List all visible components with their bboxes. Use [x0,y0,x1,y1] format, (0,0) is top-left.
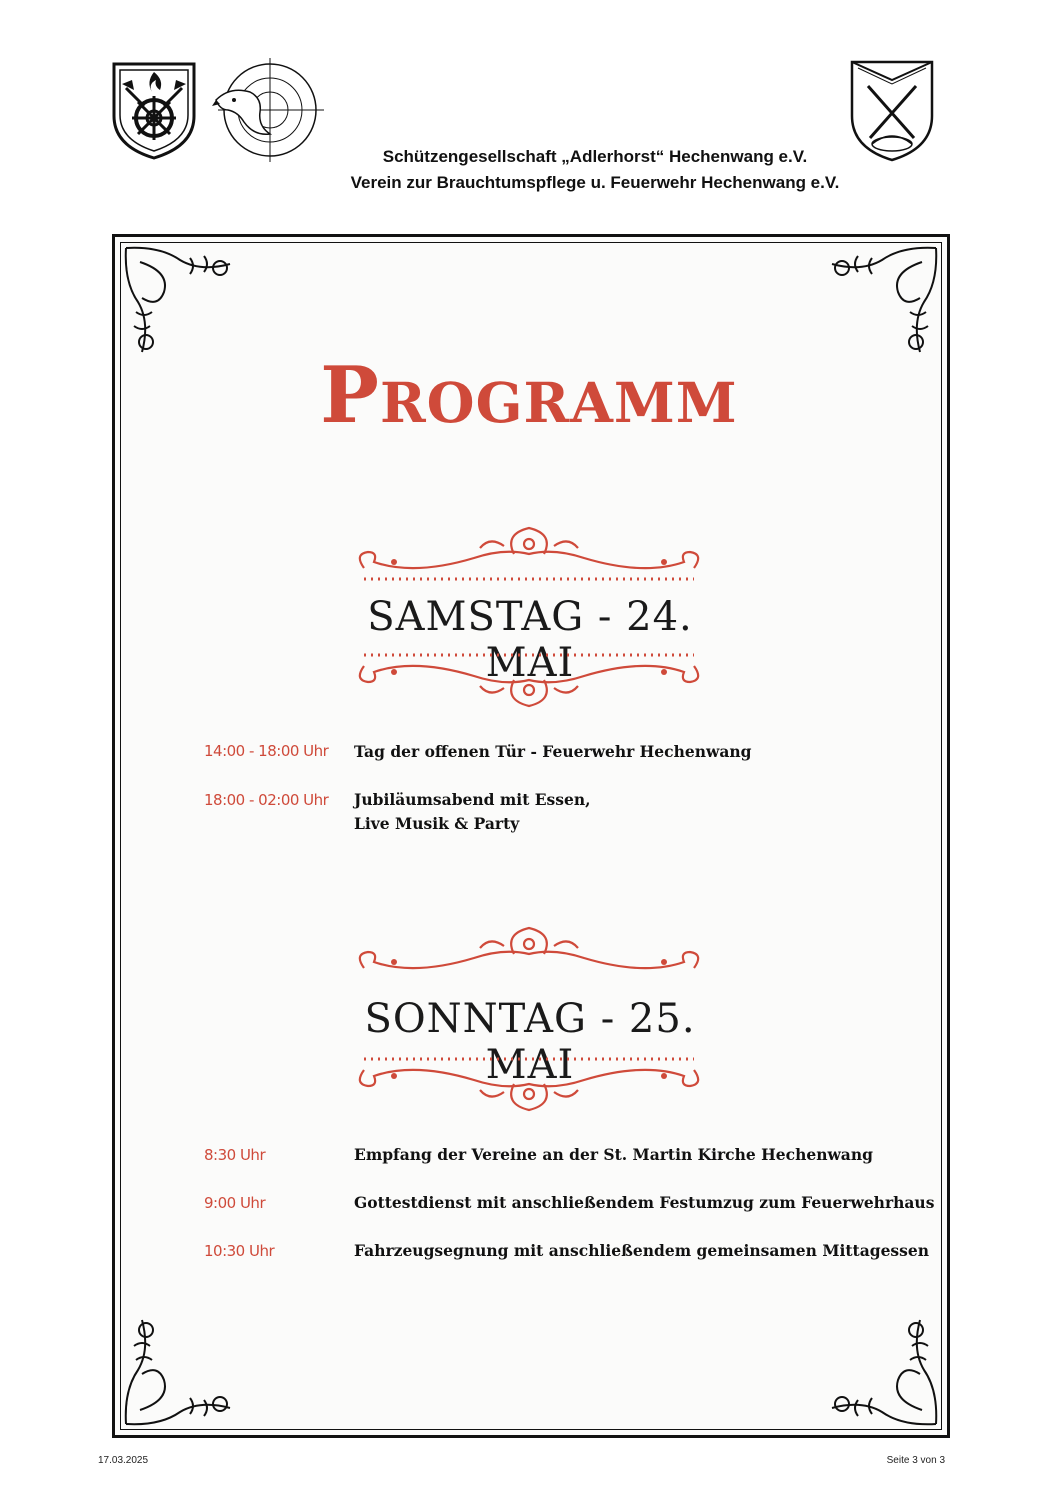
header-titles [300,144,890,196]
event-time: 10:30 Uhr [204,1242,275,1260]
event-time: 8:30 Uhr [204,1146,266,1164]
header-line-1: Schützengesellschaft „Adlerhorst“ Hechenwang e.V. [382,147,808,166]
event-time: 18:00 - 02:00 Uhr [204,791,329,809]
event-description-line: Jubiläumsabend mit Essen, [354,790,591,809]
event-description [354,788,591,836]
programme-title: Programm [320,350,738,441]
event-time: 9:00 Uhr [204,1194,266,1212]
footer-date: 17.03.2025 [98,1455,149,1466]
flourish-bottom-sunday-icon [354,1054,704,1114]
fire-brigade-crest-icon [108,58,200,160]
corner-ornament-bottom-left-icon [120,1300,250,1430]
corner-ornament-bottom-right-icon [812,1300,942,1430]
event-description: Gottestdienst mit anschließendem Festumzug zum Feuerwehrhaus [354,1193,935,1212]
header-line-2: Verein zur Brauchtumspflege u. Feuerwehr Hechenwang e.V. [350,173,840,192]
day-heading-sunday: SONNTAG - 25. MAI [364,996,696,1088]
flourish-bottom-saturday-icon [354,650,704,710]
flourish-top-sunday-icon [354,924,704,984]
event-description: Fahrzeugsegnung mit anschließendem gemeinsamen Mittagessen [354,1241,930,1260]
event-time: 14:00 - 18:00 Uhr [204,742,329,760]
day-heading-saturday: SAMSTAG - 24. MAI [367,594,693,686]
flourish-top-saturday-icon [354,524,704,584]
footer-page-number: Seite 3 von 3 [886,1455,945,1466]
event-description: Tag der offenen Tür - Feuerwehr Hechenwang [354,742,752,761]
event-description-line: Live Musik & Party [354,814,520,833]
event-description: Empfang der Vereine an der St. Martin Kirche Hechenwang [354,1145,873,1164]
